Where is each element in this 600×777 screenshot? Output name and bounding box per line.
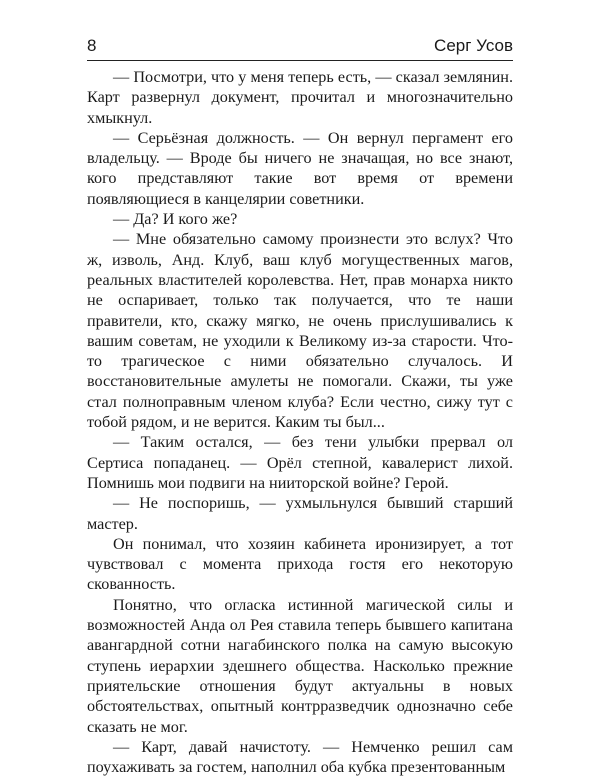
- body-text: [87, 67, 513, 777]
- paragraph: Понятно, что огласка истинной магической силы и возможностей Анда ол Рея ставила теперь бывшего капитана авангардной сотни нагабинского полка на самую высокую ступень иерархии здешнего общества. Насколько прежние приятельские отношения будут актуальны в новых обстоятельствах, опытный контрразведчик однозначно себе сказать не мог.: [87, 595, 513, 736]
- paragraph: — Таким остался, — без тени улыбки прервал ол Сертиса попаданец. — Орёл степной, кавалерист лихой. Помнишь мои подвиги на нииторской войне? Герой.: [87, 433, 513, 492]
- paragraph: — Не поспоришь, — ухмыльнулся бывший старший мастер.: [87, 494, 513, 533]
- author-name: Серг Усов: [434, 36, 513, 55]
- page-number: 8: [87, 36, 97, 55]
- paragraph: — Посмотри, что у меня теперь есть, — сказал землянин. Карт развернул документ, прочитал и многозначительно хмыкнул.: [87, 68, 513, 127]
- paragraph: Он понимал, что хозяин кабинета иронизирует, а тот чувствовал с момента прихода гостя его некоторую скованность.: [87, 534, 513, 594]
- running-header: [87, 30, 513, 61]
- paragraph: — Да? И кого же?: [113, 210, 238, 229]
- paragraph: — Карт, давай начистоту. — Немченко решил сам поухаживать за гостем, наполнил оба кубка презентованным: [87, 737, 513, 777]
- paragraph: — Мне обязательно самому произнести это вслух? Что ж, изволь, Анд. Клуб, ваш клуб могущественных магов, реальных властителей королевства. Нет, прав монарха никто не оспаривает, только так получается, что те наши правители, кто, скажу мягко, не очень прислушивались к вашим советам, не уходили к Великому из-за старости. Что-то трагическое с ними обязательно случалось. И восстановительные амулеты не помогали. Скажи, ты уже стал полноправным членом клуба? Если честно, сижу тут с тобой рядом, и не верится. Каким ты был...: [87, 230, 513, 432]
- paragraph: — Серьёзная должность. — Он вернул пергамент его владельцу. — Вроде бы ничего не значащая, но все знают, кого представляют такие вот время от времени появляющиеся в канцелярии советники.: [87, 128, 513, 208]
